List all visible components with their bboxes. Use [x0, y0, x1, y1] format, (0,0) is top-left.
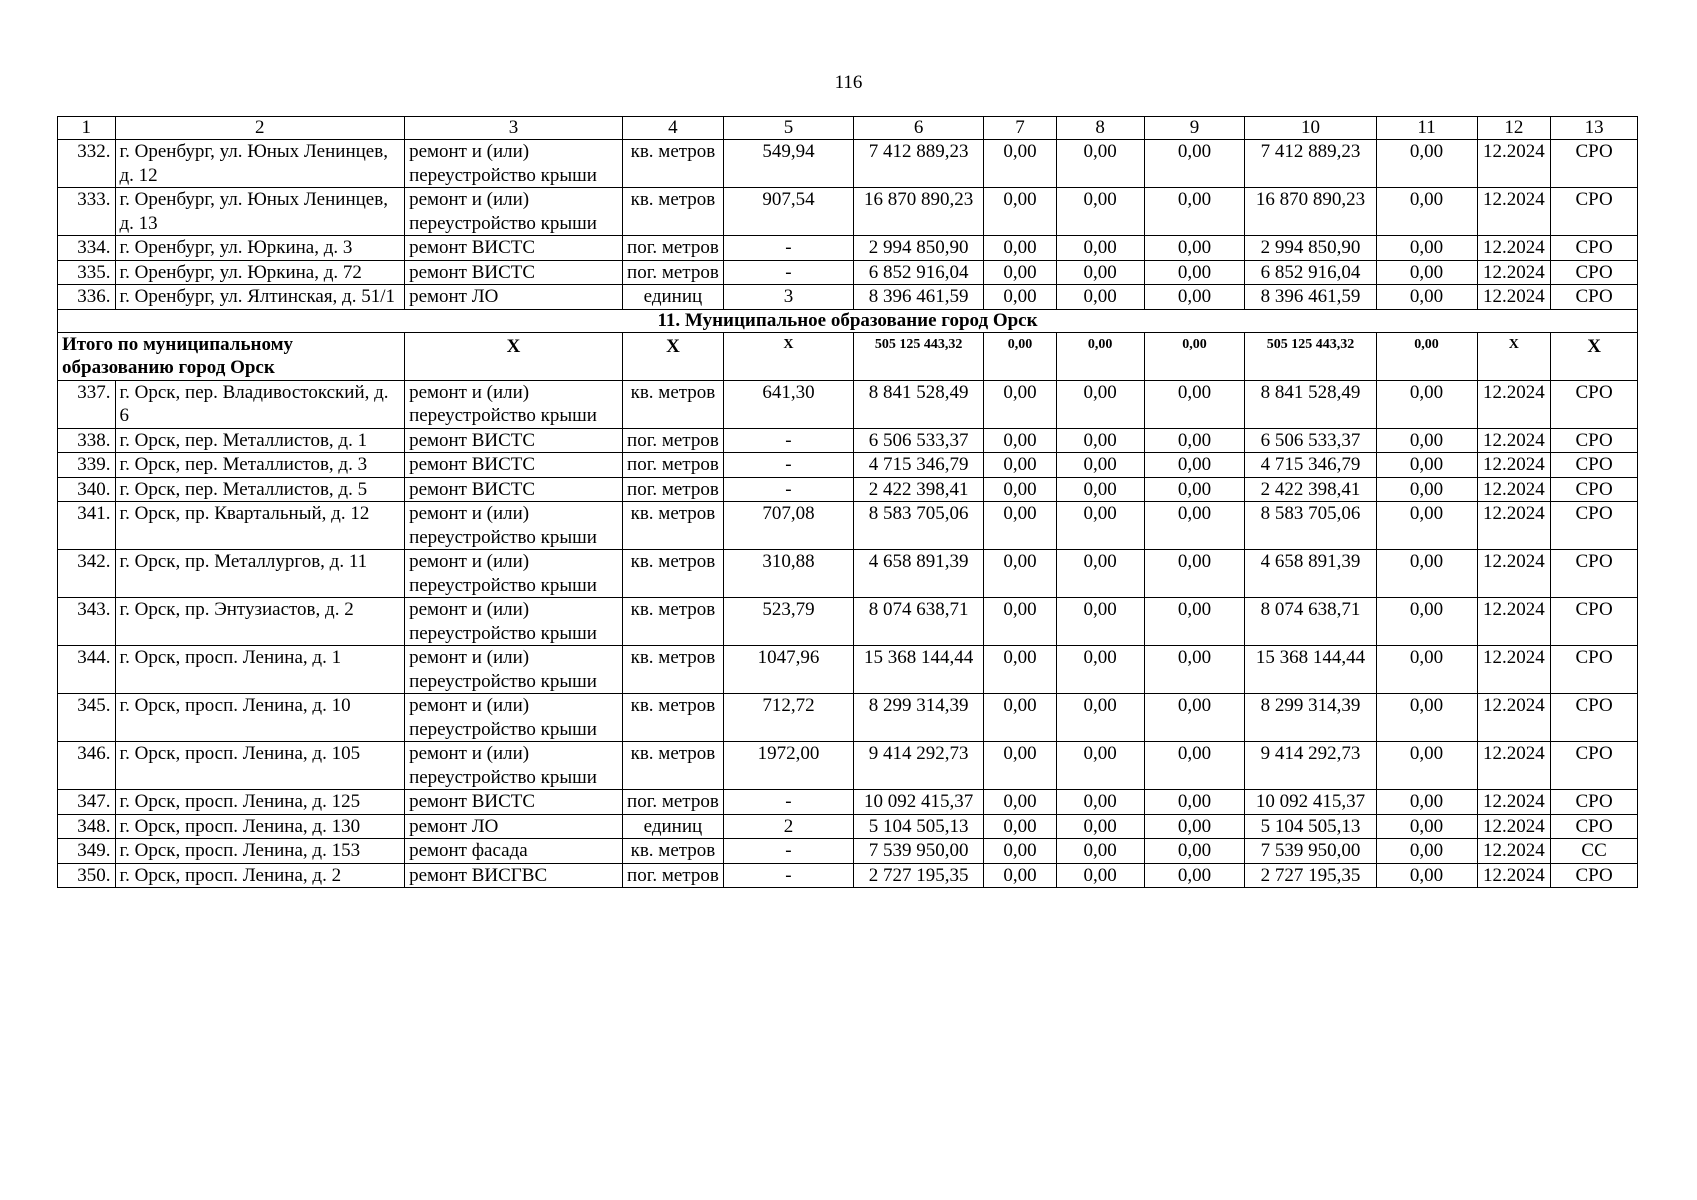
- total-cost-cell: 2 994 850,90: [854, 236, 984, 261]
- method-cell: СРО: [1551, 646, 1638, 694]
- date-cell: 12.2024: [1477, 839, 1551, 864]
- method-cell: СРО: [1551, 285, 1638, 310]
- total-cost: 505 125 443,32: [854, 332, 984, 380]
- value-cell: 0,00: [1144, 839, 1245, 864]
- table-row: [58, 646, 1638, 694]
- value-cell: 9 414 292,73: [1245, 742, 1376, 790]
- value-cell: 10 092 415,37: [1245, 790, 1376, 815]
- work-type-cell: ремонт ЛО: [405, 285, 623, 310]
- address-cell: г. Орск, просп. Ленина, д. 153: [115, 839, 405, 864]
- value-cell: 0,00: [1056, 814, 1144, 839]
- value-cell: 0,00: [1144, 550, 1245, 598]
- table-row: [58, 260, 1638, 285]
- total-cost-cell: 8 396 461,59: [854, 285, 984, 310]
- work-type-cell: ремонт и (или) переустройство крыши: [405, 598, 623, 646]
- value-cell: 0,00: [984, 839, 1057, 864]
- unit-cell: кв. метров: [622, 380, 723, 428]
- address-cell: г. Орск, просп. Ленина, д. 1: [115, 646, 405, 694]
- column-number: 1: [58, 117, 116, 140]
- date-cell: 12.2024: [1477, 236, 1551, 261]
- total-cost-cell: 10 092 415,37: [854, 790, 984, 815]
- date-cell: 12.2024: [1477, 790, 1551, 815]
- value-cell: 4 715 346,79: [1245, 453, 1376, 478]
- column-number: 7: [984, 117, 1057, 140]
- value-cell: 0,00: [1056, 694, 1144, 742]
- method-cell: СРО: [1551, 380, 1638, 428]
- unit-cell: кв. метров: [622, 742, 723, 790]
- value-cell: 0,00: [1144, 598, 1245, 646]
- unit-cell: кв. метров: [622, 839, 723, 864]
- value-cell: 0,00: [984, 477, 1057, 502]
- value-cell: 0,00: [1056, 839, 1144, 864]
- value-cell: 0,00: [1376, 285, 1477, 310]
- value-cell: 7 412 889,23: [1245, 140, 1376, 188]
- work-type-cell: ремонт и (или) переустройство крыши: [405, 742, 623, 790]
- unit-cell: пог. метров: [622, 453, 723, 478]
- total-cost-cell: 6 852 916,04: [854, 260, 984, 285]
- total-cost-cell: 7 539 950,00: [854, 839, 984, 864]
- date-cell: 12.2024: [1477, 285, 1551, 310]
- row-number: 349.: [58, 839, 116, 864]
- value-cell: 0,00: [1376, 236, 1477, 261]
- value-cell: 0,00: [984, 502, 1057, 550]
- total-cell: 0,00: [1376, 332, 1477, 380]
- value-cell: 0,00: [1144, 790, 1245, 815]
- column-number: 5: [723, 117, 853, 140]
- table-row: [58, 140, 1638, 188]
- method-cell: СРО: [1551, 140, 1638, 188]
- method-cell: СРО: [1551, 236, 1638, 261]
- value-cell: 8 396 461,59: [1245, 285, 1376, 310]
- value-cell: 0,00: [1144, 260, 1245, 285]
- address-cell: г. Орск, просп. Ленина, д. 125: [115, 790, 405, 815]
- unit-cell: единиц: [622, 814, 723, 839]
- work-type-cell: ремонт и (или) переустройство крыши: [405, 380, 623, 428]
- value-cell: 16 870 890,23: [1245, 188, 1376, 236]
- value-cell: 0,00: [1056, 477, 1144, 502]
- unit-cell: кв. метров: [622, 598, 723, 646]
- address-cell: г. Орск, просп. Ленина, д. 10: [115, 694, 405, 742]
- table-row: [58, 790, 1638, 815]
- value-cell: 0,00: [1144, 742, 1245, 790]
- row-number: 338.: [58, 428, 116, 453]
- date-cell: 12.2024: [1477, 188, 1551, 236]
- address-cell: г. Орск, просп. Ленина, д. 105: [115, 742, 405, 790]
- quantity-cell: -: [723, 453, 853, 478]
- value-cell: 8 299 314,39: [1245, 694, 1376, 742]
- address-cell: г. Оренбург, ул. Ялтинская, д. 51/1: [115, 285, 405, 310]
- value-cell: 0,00: [1056, 502, 1144, 550]
- row-number: 347.: [58, 790, 116, 815]
- method-cell: СРО: [1551, 790, 1638, 815]
- value-cell: 7 539 950,00: [1245, 839, 1376, 864]
- total-cost-cell: 2 422 398,41: [854, 477, 984, 502]
- value-cell: 0,00: [1144, 477, 1245, 502]
- row-number: 342.: [58, 550, 116, 598]
- date-cell: 12.2024: [1477, 863, 1551, 888]
- table-row: [58, 453, 1638, 478]
- section-title: 11. Муниципальное образование город Орск: [58, 309, 1638, 332]
- quantity-cell: 707,08: [723, 502, 853, 550]
- row-number: 348.: [58, 814, 116, 839]
- total-cost-cell: 4 658 891,39: [854, 550, 984, 598]
- address-cell: г. Орск, пр. Энтузиастов, д. 2: [115, 598, 405, 646]
- quantity-cell: 641,30: [723, 380, 853, 428]
- column-number: 9: [1144, 117, 1245, 140]
- quantity-cell: 712,72: [723, 694, 853, 742]
- unit-cell: кв. метров: [622, 694, 723, 742]
- value-cell: 0,00: [1144, 814, 1245, 839]
- method-cell: СРО: [1551, 694, 1638, 742]
- work-type-cell: ремонт ВИСТС: [405, 260, 623, 285]
- value-cell: 0,00: [1376, 839, 1477, 864]
- unit-cell: кв. метров: [622, 502, 723, 550]
- value-cell: 2 727 195,35: [1245, 863, 1376, 888]
- row-number: 340.: [58, 477, 116, 502]
- method-cell: СРО: [1551, 550, 1638, 598]
- quantity-cell: -: [723, 477, 853, 502]
- quantity-cell: -: [723, 260, 853, 285]
- value-cell: 0,00: [1144, 285, 1245, 310]
- table-row: [58, 236, 1638, 261]
- work-type-cell: ремонт ВИСТС: [405, 453, 623, 478]
- table-row: [58, 502, 1638, 550]
- section-header-row: [58, 309, 1638, 332]
- unit-cell: кв. метров: [622, 140, 723, 188]
- date-cell: 12.2024: [1477, 646, 1551, 694]
- method-cell: СРО: [1551, 742, 1638, 790]
- total-row: [58, 332, 1638, 380]
- row-number: 339.: [58, 453, 116, 478]
- total-cell: Х: [723, 332, 853, 380]
- total-cell: 0,00: [984, 332, 1057, 380]
- table-row: [58, 598, 1638, 646]
- unit-cell: пог. метров: [622, 863, 723, 888]
- row-number: 346.: [58, 742, 116, 790]
- value-cell: 8 074 638,71: [1245, 598, 1376, 646]
- row-number: 341.: [58, 502, 116, 550]
- work-type-cell: ремонт ВИСТС: [405, 477, 623, 502]
- date-cell: 12.2024: [1477, 598, 1551, 646]
- address-cell: г. Оренбург, ул. Юркина, д. 3: [115, 236, 405, 261]
- value-cell: 0,00: [1144, 188, 1245, 236]
- value-cell: 8 841 528,49: [1245, 380, 1376, 428]
- table-row: [58, 814, 1638, 839]
- date-cell: 12.2024: [1477, 380, 1551, 428]
- table-body: [58, 117, 1638, 888]
- quantity-cell: -: [723, 790, 853, 815]
- method-cell: СРО: [1551, 428, 1638, 453]
- quantity-cell: 3: [723, 285, 853, 310]
- date-cell: 12.2024: [1477, 260, 1551, 285]
- value-cell: 0,00: [1376, 814, 1477, 839]
- row-number: 343.: [58, 598, 116, 646]
- row-number: 336.: [58, 285, 116, 310]
- value-cell: 0,00: [1376, 646, 1477, 694]
- value-cell: 0,00: [1056, 428, 1144, 453]
- value-cell: 0,00: [1056, 140, 1144, 188]
- table-row: [58, 285, 1638, 310]
- value-cell: 0,00: [1144, 502, 1245, 550]
- total-cell: 0,00: [1056, 332, 1144, 380]
- unit-cell: пог. метров: [622, 477, 723, 502]
- date-cell: 12.2024: [1477, 550, 1551, 598]
- value-cell: 6 852 916,04: [1245, 260, 1376, 285]
- value-cell: 0,00: [1056, 188, 1144, 236]
- value-cell: 0,00: [1056, 863, 1144, 888]
- unit-cell: кв. метров: [622, 550, 723, 598]
- work-type-cell: ремонт ВИСТС: [405, 236, 623, 261]
- value-cell: 0,00: [1056, 453, 1144, 478]
- value-cell: 6 506 533,37: [1245, 428, 1376, 453]
- value-cell: 0,00: [984, 694, 1057, 742]
- method-cell: СРО: [1551, 477, 1638, 502]
- work-type-cell: ремонт и (или) переустройство крыши: [405, 502, 623, 550]
- total-cell: Х: [405, 332, 623, 380]
- quantity-cell: 907,54: [723, 188, 853, 236]
- value-cell: 0,00: [1056, 742, 1144, 790]
- value-cell: 2 994 850,90: [1245, 236, 1376, 261]
- row-number: 332.: [58, 140, 116, 188]
- value-cell: 0,00: [1376, 790, 1477, 815]
- address-cell: г. Орск, пр. Квартальный, д. 12: [115, 502, 405, 550]
- total-cost-cell: 8 299 314,39: [854, 694, 984, 742]
- method-cell: СРО: [1551, 863, 1638, 888]
- value-cell: 0,00: [1144, 646, 1245, 694]
- column-number: 13: [1551, 117, 1638, 140]
- value-cell: 0,00: [1056, 646, 1144, 694]
- value-cell: 0,00: [1056, 285, 1144, 310]
- value-cell: 0,00: [1144, 140, 1245, 188]
- column-number: 3: [405, 117, 623, 140]
- address-cell: г. Орск, пер. Металлистов, д. 5: [115, 477, 405, 502]
- value-cell: 0,00: [984, 814, 1057, 839]
- address-cell: г. Орск, пер. Владивостокский, д. 6: [115, 380, 405, 428]
- unit-cell: пог. метров: [622, 428, 723, 453]
- unit-cell: кв. метров: [622, 646, 723, 694]
- quantity-cell: -: [723, 236, 853, 261]
- work-type-cell: ремонт и (или) переустройство крыши: [405, 550, 623, 598]
- quantity-cell: 1047,96: [723, 646, 853, 694]
- work-type-cell: ремонт и (или) переустройство крыши: [405, 140, 623, 188]
- work-type-cell: ремонт ЛО: [405, 814, 623, 839]
- total-cell: 505 125 443,32: [1245, 332, 1376, 380]
- table-row: [58, 428, 1638, 453]
- address-cell: г. Оренбург, ул. Юркина, д. 72: [115, 260, 405, 285]
- value-cell: 0,00: [984, 285, 1057, 310]
- row-number: 333.: [58, 188, 116, 236]
- date-cell: 12.2024: [1477, 477, 1551, 502]
- table-row: [58, 550, 1638, 598]
- table-row: [58, 694, 1638, 742]
- work-type-cell: ремонт фасада: [405, 839, 623, 864]
- value-cell: 0,00: [984, 236, 1057, 261]
- date-cell: 12.2024: [1477, 140, 1551, 188]
- value-cell: 0,00: [984, 140, 1057, 188]
- column-number: 11: [1376, 117, 1477, 140]
- value-cell: 0,00: [984, 863, 1057, 888]
- unit-cell: единиц: [622, 285, 723, 310]
- address-cell: г. Орск, пер. Металлистов, д. 3: [115, 453, 405, 478]
- total-label: Итого по муниципальному образованию город Орск: [58, 332, 405, 380]
- work-type-cell: ремонт ВИСТС: [405, 428, 623, 453]
- unit-cell: пог. метров: [622, 790, 723, 815]
- value-cell: 0,00: [1376, 477, 1477, 502]
- row-number: 337.: [58, 380, 116, 428]
- total-cell: Х: [1477, 332, 1551, 380]
- value-cell: 0,00: [984, 380, 1057, 428]
- quantity-cell: -: [723, 863, 853, 888]
- value-cell: 0,00: [1144, 863, 1245, 888]
- address-cell: г. Орск, просп. Ленина, д. 130: [115, 814, 405, 839]
- total-cost-cell: 8 841 528,49: [854, 380, 984, 428]
- value-cell: 0,00: [984, 646, 1057, 694]
- total-cost-cell: 2 727 195,35: [854, 863, 984, 888]
- table-row: [58, 742, 1638, 790]
- work-type-cell: ремонт и (или) переустройство крыши: [405, 188, 623, 236]
- table-row: [58, 188, 1638, 236]
- address-cell: г. Орск, пр. Металлургов, д. 11: [115, 550, 405, 598]
- value-cell: 0,00: [1376, 380, 1477, 428]
- value-cell: 0,00: [1376, 453, 1477, 478]
- value-cell: 0,00: [1376, 188, 1477, 236]
- address-cell: г. Оренбург, ул. Юных Ленинцев, д. 13: [115, 188, 405, 236]
- quantity-cell: 549,94: [723, 140, 853, 188]
- table-row: [58, 380, 1638, 428]
- value-cell: 0,00: [1376, 598, 1477, 646]
- work-type-cell: ремонт и (или) переустройство крыши: [405, 694, 623, 742]
- value-cell: 0,00: [1144, 428, 1245, 453]
- row-number: 350.: [58, 863, 116, 888]
- method-cell: СРО: [1551, 453, 1638, 478]
- capital-repair-table: [57, 116, 1638, 888]
- work-type-cell: ремонт и (или) переустройство крыши: [405, 646, 623, 694]
- value-cell: 0,00: [1056, 260, 1144, 285]
- quantity-cell: -: [723, 839, 853, 864]
- address-cell: г. Орск, пер. Металлистов, д. 1: [115, 428, 405, 453]
- value-cell: 0,00: [1376, 742, 1477, 790]
- total-cell: 0,00: [1144, 332, 1245, 380]
- value-cell: 0,00: [1056, 236, 1144, 261]
- date-cell: 12.2024: [1477, 742, 1551, 790]
- date-cell: 12.2024: [1477, 814, 1551, 839]
- total-cost-cell: 7 412 889,23: [854, 140, 984, 188]
- work-type-cell: ремонт ВИСТС: [405, 790, 623, 815]
- unit-cell: пог. метров: [622, 260, 723, 285]
- value-cell: 0,00: [1376, 550, 1477, 598]
- total-cost-cell: 8 074 638,71: [854, 598, 984, 646]
- total-cost-cell: 5 104 505,13: [854, 814, 984, 839]
- value-cell: 4 658 891,39: [1245, 550, 1376, 598]
- column-number: 8: [1056, 117, 1144, 140]
- value-cell: 0,00: [1056, 598, 1144, 646]
- total-cell: Х: [1551, 332, 1638, 380]
- quantity-cell: -: [723, 428, 853, 453]
- unit-cell: пог. метров: [622, 236, 723, 261]
- method-cell: СРО: [1551, 502, 1638, 550]
- column-number: 12: [1477, 117, 1551, 140]
- total-cost-cell: 6 506 533,37: [854, 428, 984, 453]
- total-cost-cell: 16 870 890,23: [854, 188, 984, 236]
- value-cell: 0,00: [1376, 502, 1477, 550]
- total-cost-cell: 4 715 346,79: [854, 453, 984, 478]
- method-cell: СРО: [1551, 814, 1638, 839]
- value-cell: 0,00: [1376, 140, 1477, 188]
- value-cell: 8 583 705,06: [1245, 502, 1376, 550]
- method-cell: СРО: [1551, 260, 1638, 285]
- value-cell: 0,00: [984, 598, 1057, 646]
- row-number: 335.: [58, 260, 116, 285]
- quantity-cell: 1972,00: [723, 742, 853, 790]
- value-cell: 2 422 398,41: [1245, 477, 1376, 502]
- total-cost-cell: 8 583 705,06: [854, 502, 984, 550]
- table-row: [58, 863, 1638, 888]
- value-cell: 0,00: [984, 453, 1057, 478]
- value-cell: 0,00: [1376, 694, 1477, 742]
- value-cell: 0,00: [1376, 863, 1477, 888]
- total-cost-cell: 9 414 292,73: [854, 742, 984, 790]
- quantity-cell: 310,88: [723, 550, 853, 598]
- value-cell: 0,00: [1376, 260, 1477, 285]
- value-cell: 0,00: [1144, 380, 1245, 428]
- date-cell: 12.2024: [1477, 694, 1551, 742]
- quantity-cell: 2: [723, 814, 853, 839]
- value-cell: 0,00: [1144, 453, 1245, 478]
- date-cell: 12.2024: [1477, 428, 1551, 453]
- quantity-cell: 523,79: [723, 598, 853, 646]
- value-cell: 5 104 505,13: [1245, 814, 1376, 839]
- value-cell: 0,00: [1056, 790, 1144, 815]
- method-cell: СРО: [1551, 188, 1638, 236]
- value-cell: 0,00: [1144, 694, 1245, 742]
- address-cell: г. Оренбург, ул. Юных Ленинцев, д. 12: [115, 140, 405, 188]
- total-cell: Х: [622, 332, 723, 380]
- method-cell: СРО: [1551, 598, 1638, 646]
- table-row: [58, 477, 1638, 502]
- column-number: 2: [115, 117, 405, 140]
- row-number: 334.: [58, 236, 116, 261]
- column-number: 10: [1245, 117, 1376, 140]
- value-cell: 0,00: [984, 428, 1057, 453]
- total-cost-cell: 15 368 144,44: [854, 646, 984, 694]
- page-number: 116: [834, 72, 863, 93]
- value-cell: 15 368 144,44: [1245, 646, 1376, 694]
- value-cell: 0,00: [984, 550, 1057, 598]
- value-cell: 0,00: [984, 260, 1057, 285]
- value-cell: 0,00: [1144, 236, 1245, 261]
- date-cell: 12.2024: [1477, 453, 1551, 478]
- date-cell: 12.2024: [1477, 502, 1551, 550]
- work-type-cell: ремонт ВИСГВС: [405, 863, 623, 888]
- value-cell: 0,00: [1056, 550, 1144, 598]
- table-row: [58, 839, 1638, 864]
- method-cell: СС: [1551, 839, 1638, 864]
- column-number: 4: [622, 117, 723, 140]
- address-cell: г. Орск, просп. Ленина, д. 2: [115, 863, 405, 888]
- value-cell: 0,00: [1056, 380, 1144, 428]
- value-cell: 0,00: [984, 188, 1057, 236]
- row-number: 345.: [58, 694, 116, 742]
- value-cell: 0,00: [984, 742, 1057, 790]
- column-number-row: [58, 117, 1638, 140]
- unit-cell: кв. метров: [622, 188, 723, 236]
- value-cell: 0,00: [1376, 428, 1477, 453]
- value-cell: 0,00: [984, 790, 1057, 815]
- column-number: 6: [854, 117, 984, 140]
- row-number: 344.: [58, 646, 116, 694]
